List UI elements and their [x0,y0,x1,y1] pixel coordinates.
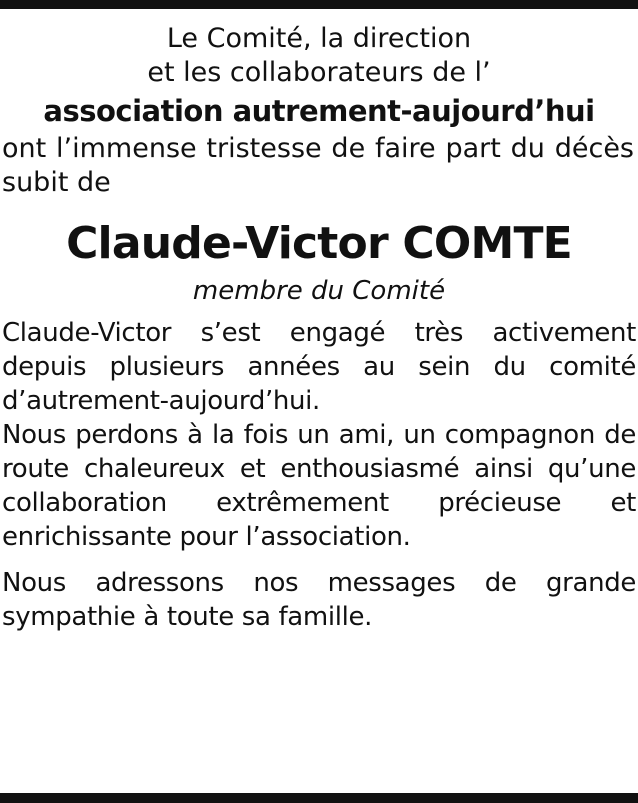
intro-line-2: et les collaborateurs de l’ [147,57,491,88]
association-name: association autrement-aujourd’hui [43,94,595,128]
tribute-paragraph-1: Claude-Victor s’est engagé très activement depuis plusieurs années au sein du comité d’autrement-aujourd’hui. [2,318,636,416]
deceased-name: Claude-Victor COMTE [66,218,572,269]
top-border-rule [0,0,638,9]
sympathy-paragraph: Nous adressons nos messages de grande sympathie à toute sa famille. [2,568,636,632]
intro-line-1: Le Comité, la direction [166,23,472,54]
deceased-role: membre du Comité [192,276,446,306]
bottom-border-rule [0,793,638,803]
death-notice [0,22,638,634]
tribute-paragraph-2: Nous perdons à la fois un ami, un compagnon de route chaleureux et enthousiasmé ainsi qu’une collaboration extrêmement précieuse et enrichissante pour l’association. [2,420,636,552]
announcement-text: ont l’immense tristesse de faire part du décès subit de [2,133,634,198]
